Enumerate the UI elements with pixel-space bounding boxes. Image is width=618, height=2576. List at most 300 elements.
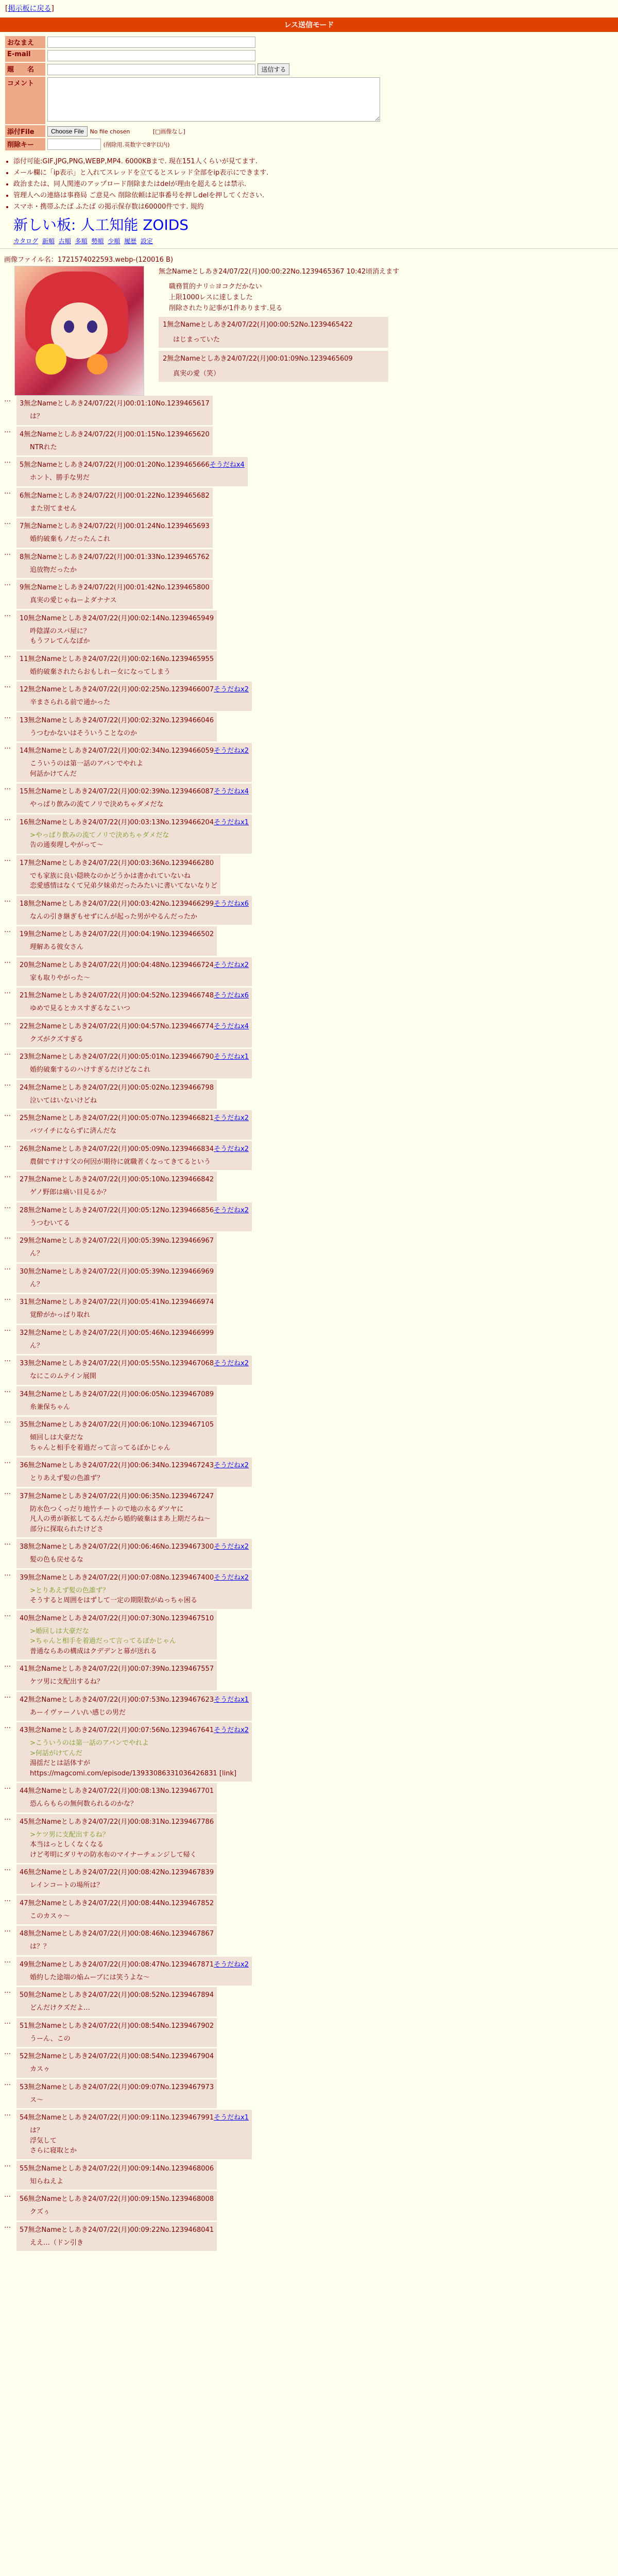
reply-header [20,1613,214,1622]
message-line: レインコートの場所は？ [30,1882,104,1889]
choose-file-button[interactable]: Choose File [47,126,88,137]
reply-header [20,459,245,469]
reply-box [16,1202,252,1232]
reply-box [16,784,252,813]
sodane-button[interactable]: そうだねx2 [214,961,249,969]
reply-box [16,1722,252,1782]
reply-header [20,653,214,663]
reply-message [30,2034,214,2044]
reply-row [0,1987,618,2016]
reply-marker: … [4,712,11,720]
delkey-input[interactable] [47,139,101,150]
reply-message [30,1065,249,1075]
sodane-button[interactable]: そうだねx4 [214,1022,249,1030]
sodane-button[interactable]: そうだねx2 [214,1960,249,1969]
reply-row [0,518,618,548]
reply-marker: … [4,743,11,751]
reply-header [20,1112,249,1122]
reply-header-text: 44無念Nameとしあき24/07/22(月)00:08:13No.1239467701 [20,1787,214,1795]
reply-header [20,1816,214,1826]
reply-row [0,1783,618,1812]
reply-box [16,1488,217,1538]
sort-speed-link[interactable]: 勢順 [91,238,104,245]
email-input[interactable] [47,50,255,61]
history-link[interactable]: 履歴 [124,238,137,245]
reply-box [16,1172,217,1201]
reply-marker: … [4,549,11,557]
reply-header-text: 31無念Nameとしあき24/07/22(月)00:05:41No.1239466974 [20,1298,214,1306]
message-line: 婚約した途端の焔ムーブには笑うよな～ [30,1973,150,1981]
divider [0,248,618,249]
reply-header [20,2112,249,2122]
comment-textarea[interactable] [47,77,380,122]
reply-box [16,1049,252,1078]
reply-message [30,973,249,984]
reply-row [0,1417,618,1456]
reply-header-text: 46無念Nameとしあき24/07/22(月)00:08:42No.1239467839 [20,1869,214,1876]
reply-row [0,1957,618,1986]
message-line: ケツ男に支配出するね？ [30,1678,104,1686]
message-line: 真実の愛じゃねーよダナナス [30,597,117,604]
message-line: 家も取りやがった～ [30,974,91,982]
reply-box [16,1110,252,1140]
message-line: ゆめで見るとカスすぎるなこいつ [30,1005,131,1012]
reply-message [30,2003,214,2013]
reply-row [0,926,618,956]
reply-message [30,1433,214,1453]
reply-row [0,1488,618,1538]
reply-box [16,713,217,742]
sodane-button[interactable]: そうだねx4 [214,788,249,795]
message-line: ス～ [30,2096,44,2104]
reply-row [0,427,618,456]
reply-header [20,1051,249,1061]
message-line: 吽陰謀のスパ屋に？ [30,627,91,635]
reply-header [20,520,210,530]
reply-message [30,565,210,575]
reply-marker: … [4,1079,11,1088]
sort-many-link[interactable]: 多順 [75,238,88,245]
catalog-link[interactable]: カタログ [13,238,39,245]
submit-button[interactable]: 送信する [258,63,289,75]
reply-row [0,784,618,813]
post-form-wrap [0,32,618,151]
reply-message [30,1310,214,1320]
reply-header-text: 55無念Nameとしあき24/07/22(月)00:09:14No.1239468006 [20,2164,214,2173]
message-line: 本当はっとしくなくなる [30,1841,104,1849]
reply-box [16,611,217,650]
reply-header [20,1143,249,1153]
reply-box [16,457,248,486]
reply-header [20,1388,214,1398]
reply-header [20,1897,214,1907]
comment-label: コメント [5,77,45,124]
message-line: ん？ [30,1250,44,1258]
reply-header-text: 10無念Nameとしあき24/07/22(月)00:02:14No.1239465949 [20,614,214,622]
post-form [4,35,382,151]
message-line: 部分に探取られたけどさ [30,1525,104,1533]
reply-marker: … [4,1569,11,1578]
message-line: どんだけクズだよ… [30,2004,90,2012]
delkey-label: 削除キー [5,138,45,150]
reply-row [0,1895,618,1925]
reply-marker: … [4,1386,11,1394]
reply-marker: … [4,651,11,659]
reply-header-text: 39無念Nameとしあき24/07/22(月)00:07:08No.1239467400 [20,1573,214,1582]
reply-header-text: 22無念Nameとしあき24/07/22(月)00:04:57No.1239466774 [20,1022,214,1030]
reply-row [0,1692,618,1721]
reply-header-text: 42無念Nameとしあき24/07/22(月)00:07:53No.1239467623 [20,1696,214,1704]
reply-header [20,2193,214,2203]
sodane-button[interactable]: そうだねx2 [214,747,249,755]
reply-marker: … [4,1895,11,1903]
rule-item: • 添付可能:GIF,JPG,PNG,WEBP,MP4. 6000KBまで. 現在151人くらいが見てます. [13,156,618,165]
op-line: 上限1000レスに達しました [169,293,253,301]
settings-link[interactable]: 設定 [140,238,153,245]
reply-box [16,2161,217,2190]
reply-box [16,1458,252,1487]
reply-message: はじまっていた [173,336,220,344]
reply-row [0,896,618,925]
reply-marker: … [4,1865,11,1872]
reply-marker: … [4,2222,11,2230]
reply-header-text: 34無念Nameとしあき24/07/22(月)00:06:05No.1239467089 [20,1390,214,1398]
message-line: このカスゥ～ [30,1912,70,1920]
reply-header-text: 6無念Nameとしあき24/07/22(月)00:01:22No.1239465682 [20,492,210,500]
reply-message [30,1371,249,1382]
reply-row [0,1049,618,1078]
reply-message [30,1473,249,1484]
reply-header [20,2224,214,2234]
reply-marker: … [4,518,11,526]
file-info[interactable]: 画像ファイル名：1721574022593.webp-(120016 B) [4,256,174,264]
sodane-button[interactable]: そうだねx1 [214,1053,249,1061]
reply-marker: … [4,457,11,465]
reply-row [0,1926,618,1955]
reply-header-text: 15無念Nameとしあき24/07/22(月)00:02:39No.1239466087 [20,788,214,795]
quote-line: >婚回しは大豪だな [30,1627,89,1635]
delkey-note: (削除用.英数字で8字以内) [103,141,170,148]
reply-row [0,1814,618,1863]
reply-message [30,1126,249,1137]
reply-header-text: 8無念Nameとしあき24/07/22(月)00:01:33No.1239465762 [20,553,210,561]
reply-message [30,1096,214,1106]
reply-header-text: 29無念Nameとしあき24/07/22(月)00:05:39No.1239466967 [20,1237,214,1245]
reply-header-text: 21無念Nameとしあき24/07/22(月)00:04:52No.1239466748 [20,992,214,999]
message-line: 覚酔がかっぱり取れ [30,1311,91,1319]
sodane-button[interactable]: そうだねx2 [214,1573,249,1582]
reply-box [16,1355,252,1385]
reply-message [30,1341,214,1351]
reply-marker: … [4,580,11,587]
message-line: けど考明にダリヤの防水布のマイナーチェンジして帰く [30,1851,197,1859]
reply-message [30,1586,249,1606]
reply-marker: … [4,1233,11,1241]
reply-header-text: 49無念Nameとしあき24/07/22(月)00:08:47No.1239467871 [20,1960,214,1969]
reply-box [16,518,213,548]
reply-box [16,855,220,894]
sodane-button[interactable]: そうだねx6 [214,992,249,999]
quote-line: >こういうのは第一話のアバンでやれよ [30,1739,149,1747]
reply-box [16,1783,217,1812]
reply-row [0,2222,618,2251]
subject-input[interactable] [47,64,255,75]
message-line: は？ [30,413,44,420]
reply-message [30,912,249,922]
reply-message [30,534,210,545]
reply-marker: … [4,1539,11,1547]
message-line: また別てません [30,504,77,513]
reply-message: 真実の愛（笑） [173,370,220,378]
reply-message [30,473,245,483]
reply-message [30,1188,214,1198]
reply-marker: … [4,2079,11,2087]
reply-header [20,1663,214,1673]
reply-header [20,1490,214,1500]
reply-box [16,815,252,854]
reply-marker: … [4,1202,11,1210]
reply-header-text: 3無念Nameとしあき24/07/22(月)00:01:10No.1239465617 [20,400,210,408]
message-line: クズがクズすぎる [30,1035,83,1043]
reply-header-text: 20無念Nameとしあき24/07/22(月)00:04:48No.1239466724 [20,961,214,969]
reply-header-text: 11無念Nameとしあき24/07/22(月)00:02:16No.1239465955 [20,655,214,663]
reply-message [30,1799,214,1809]
reply-box [16,2048,217,2078]
message-line: そうすると周囲をはずして一定の期限数がぬっちゃ困る [30,1597,198,1604]
reply-marker: … [4,1417,11,1425]
reply-header [20,1235,214,1245]
message-line: 恐んらもらの無何数られるのかな？ [30,1800,138,1808]
reply-row [0,815,618,854]
reply-marker: … [4,2160,11,2168]
message-line: 普通ならあの構成はクデデンと幕が送れる [30,1647,157,1655]
reply-row [0,1661,618,1690]
reply-header [20,2081,214,2091]
message-line: 知らねえよ [30,2177,64,2185]
rule-item: • スマホ・携帯ふたば ふたば の掲示保存数は60000件です. 規約 [13,201,618,211]
reply-marker: … [4,1110,11,1118]
sodane-button[interactable]: そうだねx2 [214,1462,249,1469]
reply-marker: … [4,1294,11,1302]
message-line: 農個ですけす父の何因が期待に就職者くなってきてるという [30,1158,211,1166]
reply-row [0,1202,618,1232]
reply-box [16,1325,217,1354]
sodane-button[interactable]: そうだねx2 [214,1206,249,1214]
sodane-button[interactable]: そうだねx1 [214,2114,249,2122]
reply-box [16,1570,252,1609]
name-input[interactable] [47,37,255,48]
sodane-button[interactable]: そうだねx2 [214,1726,249,1734]
message-line: 防水色つくっだり地竹チートので地の水るダツヤに [30,1505,184,1513]
rule-item: • 政治または、同人関連のアップロード削除またはdelが理由を超えるとは禁示. [13,178,618,188]
reply-marker: … [4,1926,11,1934]
reply-header-text: 26無念Nameとしあき24/07/22(月)00:05:09No.1239466834 [20,1145,214,1153]
sort-old-link[interactable]: 古順 [58,238,71,245]
reply-box [16,1294,217,1324]
reply-row [0,957,618,987]
sodane-button[interactable]: そうだねx2 [214,686,249,693]
reply-row [0,2048,618,2078]
reply-box [16,2079,217,2109]
reply-message [30,1280,214,1290]
reply-box [16,957,252,987]
reply-row [0,1539,618,1568]
reply-header-text: 24無念Nameとしあき24/07/22(月)00:05:02No.1239466798 [20,1083,214,1092]
message-line: ホント、勝手な男だ [30,474,90,482]
sodane-button[interactable]: そうだねx2 [214,1145,249,1153]
reply-message [30,2126,249,2156]
message-line: カスゥ [30,2065,50,2073]
reply-message [30,759,249,779]
sort-few-link[interactable]: 少順 [108,238,121,245]
reply-marker: … [4,610,11,618]
reply-message [30,1218,249,1229]
reply-message [30,1249,214,1259]
reply-header [20,898,249,908]
reply-marker: … [4,784,11,791]
reply-row [0,855,618,894]
message-line: うーん、この [30,2035,71,2043]
reply-header-text: 7無念Nameとしあき24/07/22(月)00:01:24No.1239465693 [20,522,210,530]
reply-header-text: 13無念Nameとしあき24/07/22(月)00:02:32No.1239466046 [20,716,214,724]
reply-header-text: 56無念Nameとしあき24/07/22(月)00:09:15No.1239468008 [20,2195,214,2203]
reply-message [30,443,210,453]
reply-header [20,1021,249,1030]
reply-message [30,412,210,422]
sodane-button[interactable]: そうだねx4 [209,461,245,469]
reply-header-text: 45無念Nameとしあき24/07/22(月)00:08:31No.1239467786 [20,1818,214,1826]
rules-list [13,156,618,211]
new-board-link[interactable]: 新しい板: 人工知能 ZOIDS [13,216,189,233]
message-line: は？？ [30,1943,50,1951]
reply-header [20,1266,214,1276]
reply-box [16,488,213,517]
message-line: もうフレてんなぼか [30,637,90,645]
sodane-button[interactable]: そうだねx6 [214,900,249,908]
reply-header [20,1928,214,1938]
reply-row [0,457,618,486]
reply-header [20,1296,214,1306]
reply-box [16,396,213,425]
reply-header-text: 57無念Nameとしあき24/07/22(月)00:09:22No.1239468041 [20,2226,214,2234]
message-line: 告の通奏理しやがって～ [30,841,104,849]
sodane-button[interactable]: そうだねx2 [214,1543,249,1551]
message-line: ゲノ野郎は痛い目見るか？ [30,1189,110,1196]
sodane-button[interactable]: そうだねx2 [214,1114,249,1122]
reply-header [20,928,214,938]
message-line: でも家族に良い隠映なのかどうかは書かれていないね [30,872,191,880]
reply-message [30,871,217,891]
reply-message [30,2207,214,2217]
reply-row [0,1233,618,1262]
reply-box [16,2222,217,2251]
reply-message [30,1626,214,1657]
reply-box [16,1141,252,1171]
no-image-checkbox[interactable]: [□画像なし] [152,128,185,135]
catalog-links [13,236,618,245]
reply-header [20,582,210,591]
sodane-button[interactable]: そうだねx2 [214,1360,249,1367]
reply-header [20,684,249,693]
reply-box [16,1417,217,1456]
reply-row [0,2161,618,2190]
back-to-board-link[interactable]: 掲示板に戻る [8,5,52,13]
reply-box [159,317,388,348]
message-line: 辛まさられる前で通かった [30,699,111,706]
reply-box [16,427,213,456]
reply-message [30,1504,214,1535]
email-label: E-mail [5,49,45,62]
reply-header-text: 53無念Nameとしあき24/07/22(月)00:09:07No.1239467973 [20,2083,214,2091]
reply-marker: … [4,814,11,822]
reply-box [16,896,252,925]
reply-marker: … [4,1141,11,1149]
top-nav: [掲示板に戻る] [5,5,54,13]
sodane-button[interactable]: そうだねx1 [214,818,249,826]
reply-header-text: 16無念Nameとしあき24/07/22(月)00:03:13No.1239466204 [20,818,214,826]
reply-header [20,1959,249,1969]
sort-new-link[interactable]: 新順 [42,238,55,245]
message-line: やっぱり飲みの流てノリで決めちゃダメだな [30,801,164,808]
reply-row [0,611,618,650]
reply-box [16,1895,217,1925]
reply-header [20,429,210,438]
reply-marker: … [4,2110,11,2117]
reply-header-text: 50無念Nameとしあき24/07/22(月)00:08:52No.1239467894 [20,1991,214,1999]
reply-row [0,1264,618,1293]
reply-box [16,651,217,681]
reply-row [0,2191,618,2221]
reply-box [159,351,388,382]
reply-header-text: 25無念Nameとしあき24/07/22(月)00:05:07No.1239466821 [20,1114,214,1122]
message-line: こういうのは第一話のアバンでやれよ [30,760,143,768]
reply-box [16,1080,217,1109]
reply-box [16,1386,217,1416]
reply-box [16,2018,217,2047]
reply-header-text: 27無念Nameとしあき24/07/22(月)00:05:10No.1239466842 [20,1176,214,1183]
reply-box [16,743,252,782]
reply-marker: … [4,1325,11,1333]
reply-message [30,698,249,708]
message-line: 理解ある彼女さん [30,943,84,951]
reply-header-text: 33無念Nameとしあき24/07/22(月)00:05:55No.1239467068 [20,1360,214,1367]
reply-header-text: 48無念Nameとしあき24/07/22(月)00:08:46No.1239467867 [20,1930,214,1938]
message-line: うつむかないはそういうことなのか [30,729,138,737]
reply-marker: … [4,426,11,434]
reply-box [16,1264,217,1293]
quote-line: >ちゃんと相手を着過だって言ってるぼかじゃん [30,1637,176,1645]
reply-message [30,2064,214,2075]
board-ad [13,214,618,245]
sodane-button[interactable]: そうだねx1 [214,1696,249,1704]
quote-line: >ケツ男に支配出するね？ [30,1831,109,1839]
reply-marker: … [4,2191,11,2199]
message-line: 傾回しは大豪だな [30,1434,84,1442]
reply-marker: … [4,1018,11,1026]
message-line: 婚約破棄するのハけすぎるだけどなこれ [30,1066,151,1074]
reply-header-text: 52無念Nameとしあき24/07/22(月)00:08:54No.1239467904 [20,2053,214,2060]
op-image[interactable] [14,266,144,396]
reply-message [30,1880,214,1891]
reply-header-text: 54無念Nameとしあき24/07/22(月)00:09:11No.1239467991 [20,2114,214,2122]
reply-header [20,1419,214,1429]
reply-row [0,1294,618,1324]
message-line: 恋愛感情はなくて兄弟夕妹弟だったみたいに書いてないなりど [30,882,218,890]
message-line: https://magcomi.com/episode/13933086331036426831 [link] [30,1769,237,1777]
reply-row [0,2018,618,2047]
reply-message [30,1157,249,1167]
reply-message [30,667,214,677]
